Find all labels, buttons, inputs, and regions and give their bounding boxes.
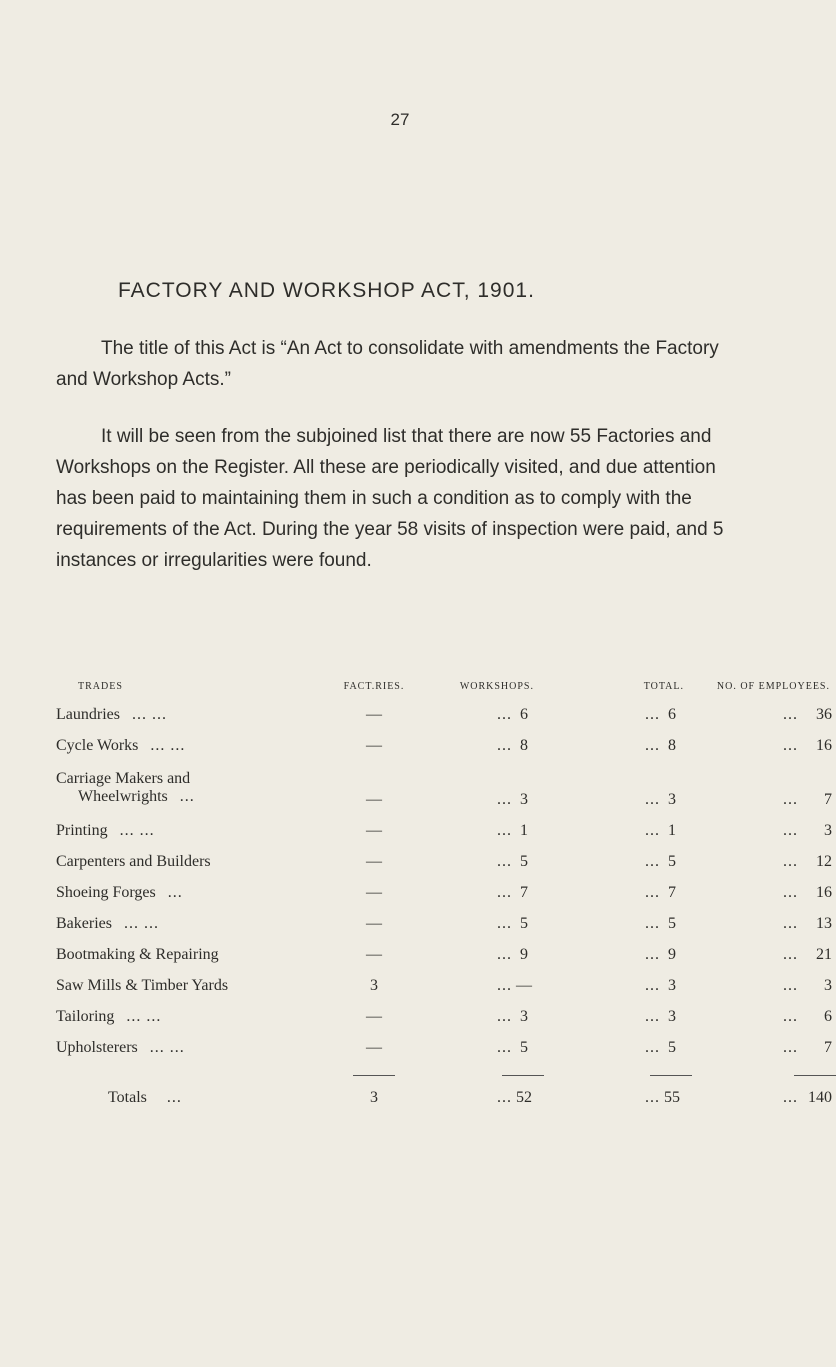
workshops-cell: 7 bbox=[520, 883, 528, 901]
totals-row bbox=[56, 1081, 836, 1115]
leader-dots: ... bbox=[783, 914, 798, 932]
rule-line bbox=[353, 1075, 395, 1076]
factories-cell: — bbox=[366, 1038, 382, 1056]
factories-cell: — bbox=[366, 883, 382, 901]
leader-dots: ... bbox=[497, 945, 512, 963]
employees-cell: 16 bbox=[816, 736, 832, 754]
total-cell: 6 bbox=[668, 705, 676, 723]
trade-name: Shoeing Forges bbox=[56, 883, 156, 901]
leader-dots: ... bbox=[783, 976, 798, 994]
table-row bbox=[56, 699, 836, 730]
leader-dots: ... ... bbox=[123, 914, 159, 932]
table-row bbox=[56, 908, 836, 939]
leader-dots: ... bbox=[497, 1007, 512, 1025]
leader-dots: ... bbox=[497, 1038, 512, 1056]
workshops-cell: — bbox=[516, 976, 532, 994]
totals-label: Totals bbox=[108, 1089, 147, 1106]
leader-dots: ... bbox=[497, 821, 512, 839]
leader-dots: ... ... bbox=[149, 1038, 185, 1056]
workshops-cell: 6 bbox=[520, 705, 528, 723]
leader-dots: ... bbox=[497, 914, 512, 932]
workshops-cell: 3 bbox=[520, 791, 528, 808]
table-row bbox=[56, 1001, 836, 1032]
leader-dots: ... bbox=[783, 883, 798, 901]
leader-dots: ... bbox=[645, 883, 660, 901]
header-total: TOTAL. bbox=[643, 681, 684, 692]
factories-cell: — bbox=[366, 1007, 382, 1025]
table-row bbox=[56, 877, 836, 908]
employees-cell: 16 bbox=[816, 883, 832, 901]
leader-dots: ... bbox=[167, 883, 183, 901]
trade-name-continued: Wheelwrights bbox=[78, 788, 168, 805]
leader-dots: ... bbox=[645, 1007, 660, 1025]
workshops-cell: 9 bbox=[520, 945, 528, 963]
leader-dots: ... bbox=[783, 821, 798, 839]
leader-dots: ... bbox=[645, 705, 660, 723]
factories-cell: — bbox=[366, 914, 382, 932]
trade-name: Printing bbox=[56, 821, 108, 839]
totals-factories: 3 bbox=[370, 1089, 378, 1106]
trade-name: Laundries bbox=[56, 705, 120, 723]
employees-cell: 36 bbox=[816, 705, 832, 723]
leader-dots: ... bbox=[645, 945, 660, 963]
leader-dots: ... bbox=[783, 1089, 798, 1106]
leader-dots: ... bbox=[645, 736, 660, 754]
header-trades: TRADES bbox=[78, 681, 123, 692]
leader-dots: ... bbox=[783, 1038, 798, 1056]
header-workshops: WORKSHOPS. bbox=[459, 681, 534, 692]
trade-name: Carpenters and Builders bbox=[56, 852, 211, 870]
leader-dots: ... bbox=[645, 852, 660, 870]
header-factories: FACT.RIES. bbox=[343, 681, 405, 692]
workshops-cell: 1 bbox=[520, 821, 528, 839]
leader-dots: ... bbox=[497, 883, 512, 901]
employees-cell: 3 bbox=[824, 821, 832, 839]
trade-name: Cycle Works bbox=[56, 736, 139, 754]
workshops-cell: 5 bbox=[520, 914, 528, 932]
leader-dots: ... bbox=[497, 976, 512, 994]
total-cell: 5 bbox=[668, 914, 676, 932]
page-number: 27 bbox=[390, 110, 410, 129]
trade-name: Bakeries bbox=[56, 914, 112, 932]
employees-cell: 6 bbox=[824, 1007, 832, 1025]
total-cell: 3 bbox=[668, 976, 676, 994]
totals-total: 55 bbox=[664, 1089, 680, 1106]
leader-dots: ... bbox=[783, 945, 798, 963]
leader-dots: ... bbox=[645, 791, 660, 808]
section-heading: FACTORY AND WORKSHOP ACT, 1901. bbox=[118, 279, 535, 302]
leader-dots: ... bbox=[783, 705, 798, 723]
table-row bbox=[56, 970, 836, 1001]
leader-dots: ... ... bbox=[126, 1007, 162, 1025]
trade-name: Saw Mills & Timber Yards bbox=[56, 976, 229, 994]
employees-cell: 12 bbox=[816, 852, 832, 870]
leader-dots: ... bbox=[645, 1089, 660, 1106]
leader-dots: ... bbox=[497, 1089, 512, 1106]
leader-dots: ... bbox=[497, 705, 512, 723]
table-row bbox=[56, 815, 836, 846]
trade-name: Carriage Makers and bbox=[56, 770, 191, 787]
leader-dots: ... bbox=[166, 1089, 182, 1106]
total-cell: 3 bbox=[668, 791, 676, 808]
workshops-cell: 8 bbox=[520, 736, 528, 754]
leader-dots: ... bbox=[497, 736, 512, 754]
paragraph-act-title: The title of this Act is “An Act to consolidate with amendments the Factory and Workshop Acts.” bbox=[56, 338, 719, 390]
employees-cell: 7 bbox=[824, 791, 832, 808]
leader-dots: ... bbox=[783, 1007, 798, 1025]
total-cell: 8 bbox=[668, 736, 676, 754]
total-cell: 7 bbox=[668, 883, 676, 901]
total-cell: 9 bbox=[668, 945, 676, 963]
employees-cell: 13 bbox=[816, 914, 832, 932]
table-row bbox=[56, 730, 836, 761]
totals-rule-row bbox=[56, 1063, 836, 1081]
total-cell: 5 bbox=[668, 852, 676, 870]
total-cell: 3 bbox=[668, 1007, 676, 1025]
leader-dots: ... bbox=[783, 852, 798, 870]
factories-cell: — bbox=[366, 705, 382, 723]
leader-dots: ... bbox=[783, 736, 798, 754]
workshops-cell: 5 bbox=[520, 1038, 528, 1056]
rule-line bbox=[502, 1075, 544, 1076]
total-cell: 5 bbox=[668, 1038, 676, 1056]
leader-dots: ... ... bbox=[150, 736, 186, 754]
factories-cell: — bbox=[366, 736, 382, 754]
table-header-row bbox=[56, 680, 836, 699]
leader-dots: ... ... bbox=[131, 705, 167, 723]
employees-cell: 21 bbox=[816, 945, 832, 963]
employees-cell: 7 bbox=[824, 1038, 832, 1056]
leader-dots: ... bbox=[645, 914, 660, 932]
trade-name: Bootmaking & Repairing bbox=[56, 945, 219, 963]
factories-cell: 3 bbox=[370, 976, 378, 994]
workshops-cell: 3 bbox=[520, 1007, 528, 1025]
factories-cell: — bbox=[366, 852, 382, 870]
factories-cell: — bbox=[366, 821, 382, 839]
rule-line bbox=[794, 1075, 836, 1076]
leader-dots: ... bbox=[645, 821, 660, 839]
table-row bbox=[56, 761, 836, 815]
leader-dots: ... bbox=[645, 976, 660, 994]
table-row bbox=[56, 1032, 836, 1063]
leader-dots: ... bbox=[783, 791, 798, 808]
trades-table bbox=[56, 680, 836, 1115]
leader-dots: ... bbox=[179, 788, 195, 805]
factories-cell: — bbox=[366, 791, 382, 808]
totals-employees: 140 bbox=[808, 1089, 832, 1106]
total-cell: 1 bbox=[668, 821, 676, 839]
workshops-cell: 5 bbox=[520, 852, 528, 870]
leader-dots: ... bbox=[645, 1038, 660, 1056]
totals-workshops: 52 bbox=[516, 1089, 532, 1106]
rule-line bbox=[650, 1075, 692, 1076]
leader-dots: ... ... bbox=[119, 821, 155, 839]
employees-cell: 3 bbox=[824, 976, 832, 994]
leader-dots: ... bbox=[497, 852, 512, 870]
paragraph-register: It will be seen from the subjoined list that there are now 55 Factories and Workshops on the Register. All these are periodically visited, and due attention has been paid to maintaining them in such a condition as to comply with the requirements of the Act. During the year 58 visits of inspection were paid, and 5 instances or irregularities were found. bbox=[56, 426, 724, 571]
table-row bbox=[56, 939, 836, 970]
header-employees: NO. OF EMPLOYEES. bbox=[716, 681, 830, 692]
leader-dots: ... bbox=[497, 791, 512, 808]
trade-name: Upholsterers bbox=[56, 1038, 138, 1056]
table-row bbox=[56, 846, 836, 877]
factories-cell: — bbox=[366, 945, 382, 963]
trade-name: Tailoring bbox=[56, 1007, 115, 1025]
